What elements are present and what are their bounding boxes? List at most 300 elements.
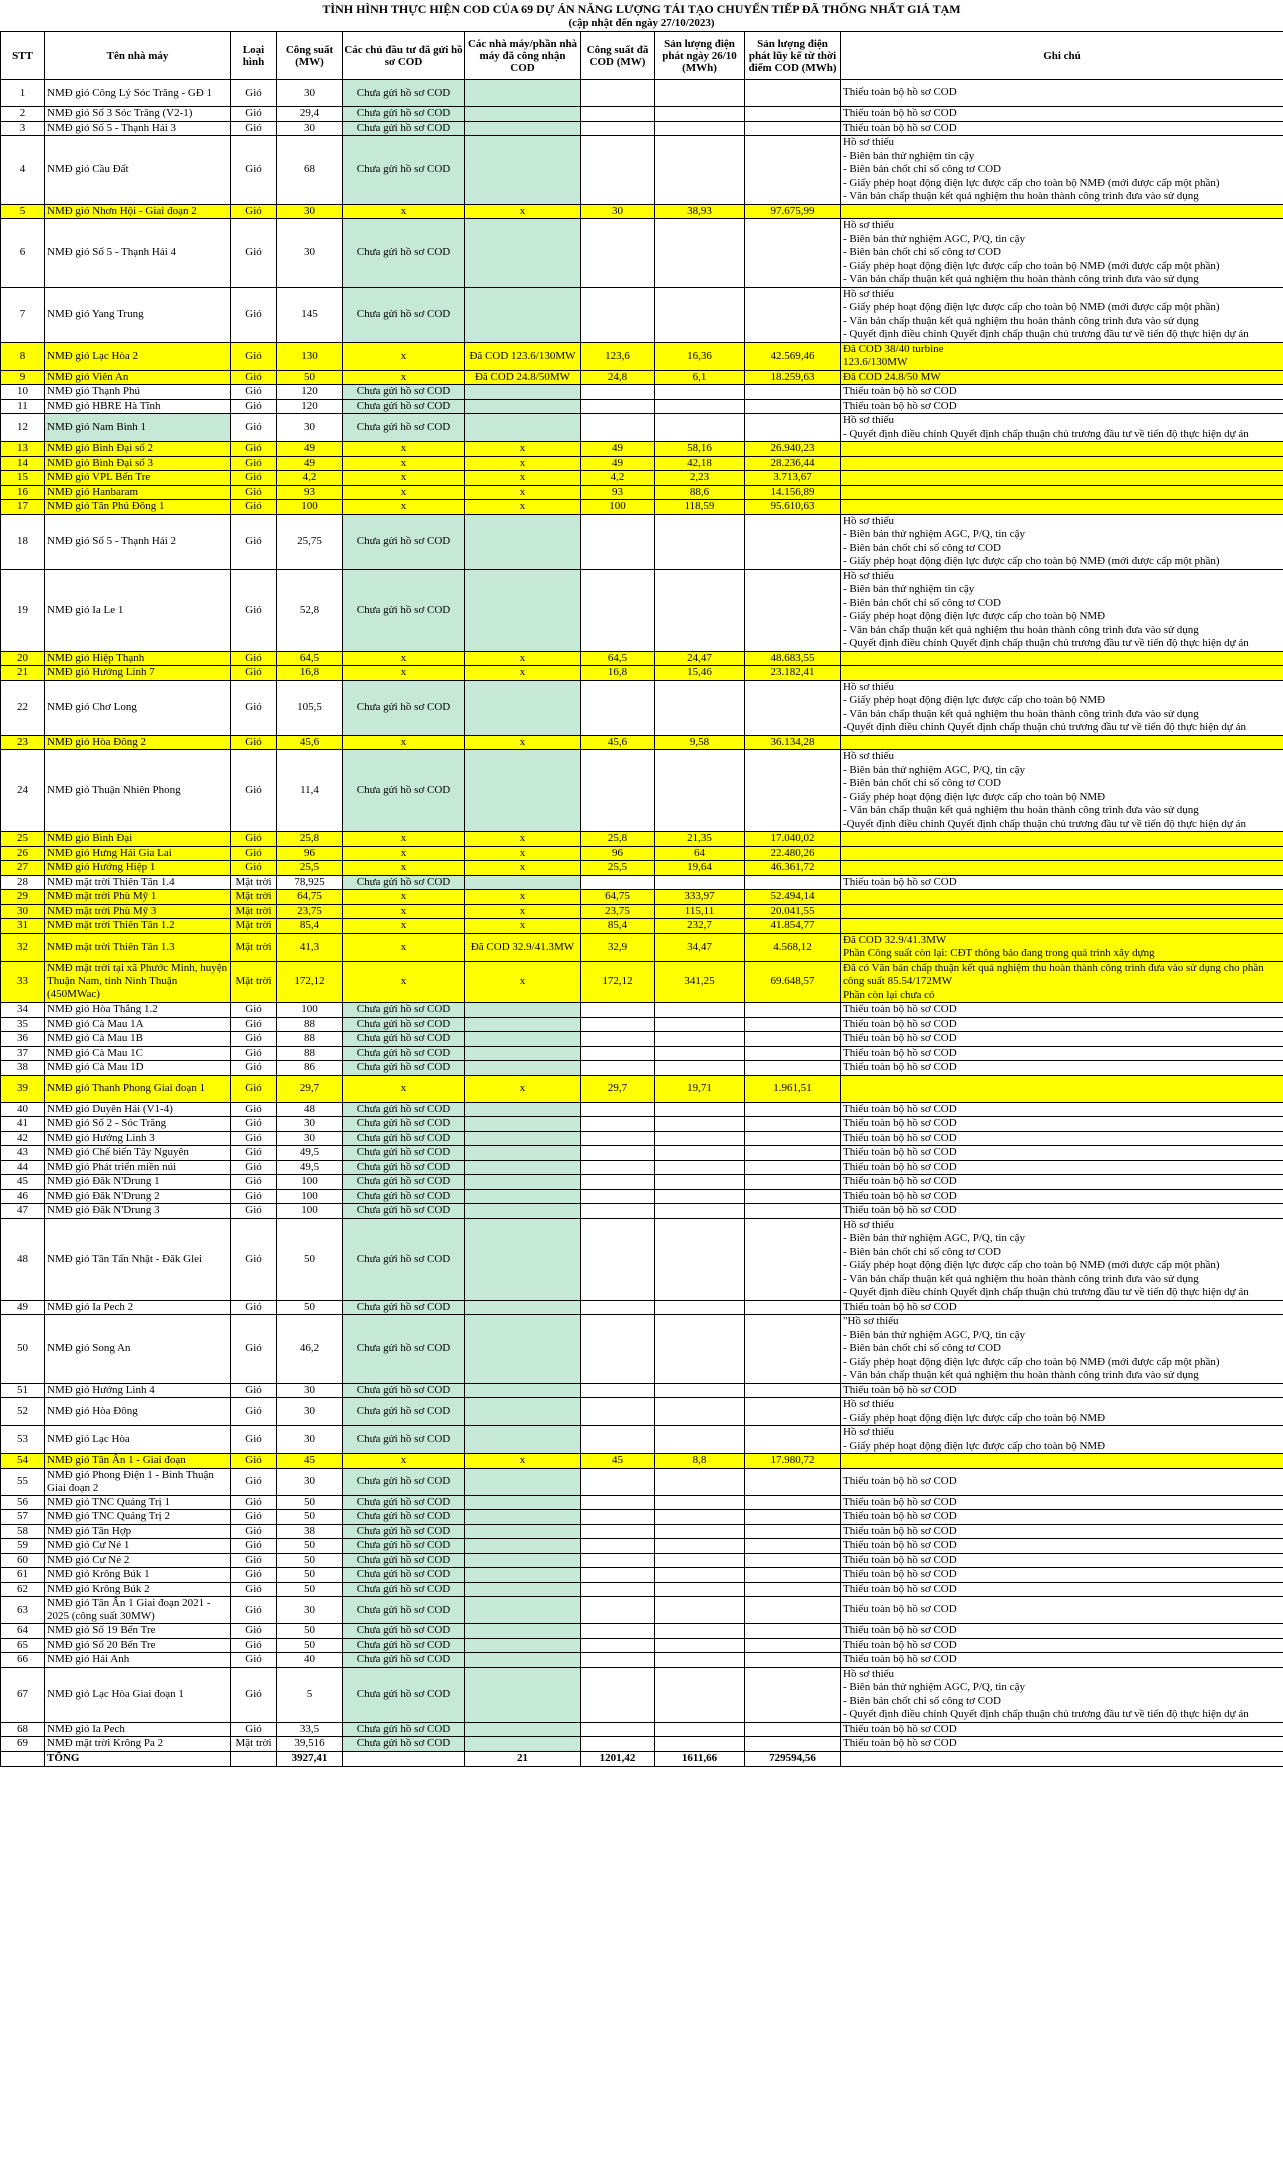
cell-note [841, 1075, 1283, 1102]
cell-accepted: Đã COD 24.8/50MW [465, 370, 581, 385]
cell-type: Mặt trời [231, 1737, 277, 1752]
table-row [1, 1582, 1283, 1597]
table-row [1, 750, 1283, 832]
cell-cod-capacity [581, 1160, 655, 1175]
table-row [1, 1468, 1283, 1495]
cell-stt: 15 [1, 471, 45, 486]
cell-capacity: 30 [277, 1398, 343, 1426]
cell-type: Gió [231, 1032, 277, 1047]
cell-name: NMĐ gió Chơ Long [45, 680, 231, 735]
cell-type: Gió [231, 456, 277, 471]
total-note [841, 1751, 1283, 1766]
cell-output-day [655, 1117, 745, 1132]
cell-note: Thiếu toàn bộ hồ sơ COD [841, 1189, 1283, 1204]
table-row [1, 80, 1283, 107]
cell-note: Thiếu toàn bộ hồ sơ COD [841, 1032, 1283, 1047]
cod-status-table [0, 31, 1283, 1767]
cell-name: NMĐ gió Song An [45, 1315, 231, 1384]
cell-investor: Chưa gửi hồ sơ COD [343, 1582, 465, 1597]
cell-name: NMĐ gió Lạc Hòa [45, 1426, 231, 1454]
cell-note: Thiếu toàn bộ hồ sơ COD [841, 1300, 1283, 1315]
cell-investor: Chưa gửi hồ sơ COD [343, 1003, 465, 1018]
cell-capacity: 5 [277, 1667, 343, 1722]
cell-output-total: 36.134,28 [745, 735, 841, 750]
cell-stt: 21 [1, 666, 45, 681]
table-row [1, 1061, 1283, 1076]
cell-investor: Chưa gửi hồ sơ COD [343, 1117, 465, 1132]
cell-output-total: 4.568,12 [745, 933, 841, 961]
col-header-stt: STT [1, 32, 45, 80]
cell-note [841, 904, 1283, 919]
cell-cod-capacity [581, 1667, 655, 1722]
cell-capacity: 4,2 [277, 471, 343, 486]
cell-name: NMĐ gió TNC Quảng Trị 2 [45, 1510, 231, 1525]
cell-output-total [745, 1553, 841, 1568]
cell-note [841, 442, 1283, 457]
cell-cod-capacity [581, 514, 655, 569]
cell-output-total [745, 1495, 841, 1510]
cell-stt: 61 [1, 1568, 45, 1583]
total-type [231, 1751, 277, 1766]
cell-investor: Chưa gửi hồ sơ COD [343, 875, 465, 890]
cell-cod-capacity [581, 1653, 655, 1668]
cell-stt: 45 [1, 1175, 45, 1190]
cell-name: NMĐ gió Hướng Linh 7 [45, 666, 231, 681]
cell-output-total [745, 875, 841, 890]
cell-investor: Chưa gửi hồ sơ COD [343, 1046, 465, 1061]
table-row [1, 846, 1283, 861]
cell-investor: Chưa gửi hồ sơ COD [343, 1495, 465, 1510]
cell-investor: Chưa gửi hồ sơ COD [343, 1204, 465, 1219]
cell-output-total [745, 1539, 841, 1554]
cell-capacity: 25,75 [277, 514, 343, 569]
table-row [1, 680, 1283, 735]
cell-accepted [465, 1383, 581, 1398]
cell-name: NMĐ mặt trời Thiên Tân 1.3 [45, 933, 231, 961]
cell-cod-capacity [581, 1597, 655, 1624]
cell-stt: 37 [1, 1046, 45, 1061]
cell-accepted [465, 1032, 581, 1047]
cell-output-day [655, 1017, 745, 1032]
cell-note: Thiếu toàn bộ hồ sơ COD [841, 1061, 1283, 1076]
table-row [1, 471, 1283, 486]
table-row [1, 1667, 1283, 1722]
cell-stt: 35 [1, 1017, 45, 1032]
cell-name: NMĐ gió Đăk N'Drung 1 [45, 1175, 231, 1190]
cell-stt: 40 [1, 1102, 45, 1117]
cell-cod-capacity [581, 1117, 655, 1132]
cell-type: Gió [231, 399, 277, 414]
cell-cod-capacity [581, 1510, 655, 1525]
cell-output-total: 26.940,23 [745, 442, 841, 457]
cell-accepted: x [465, 1454, 581, 1469]
cell-accepted: x [465, 456, 581, 471]
cell-name: NMĐ gió Số 5 - Thạnh Hải 4 [45, 219, 231, 288]
cell-output-total: 95.610,63 [745, 500, 841, 515]
cell-cod-capacity: 25,5 [581, 861, 655, 876]
cell-output-day [655, 1046, 745, 1061]
cell-stt: 60 [1, 1553, 45, 1568]
cell-investor: x [343, 471, 465, 486]
table-row [1, 456, 1283, 471]
cell-stt: 16 [1, 485, 45, 500]
cell-stt: 10 [1, 385, 45, 400]
cell-cod-capacity: 49 [581, 456, 655, 471]
cell-stt: 4 [1, 136, 45, 205]
cell-accepted: x [465, 961, 581, 1003]
cell-stt: 20 [1, 651, 45, 666]
cell-cod-capacity [581, 1383, 655, 1398]
cell-accepted: x [465, 919, 581, 934]
cell-cod-capacity [581, 1426, 655, 1454]
cell-name: NMĐ gió Duyên Hải (V1-4) [45, 1102, 231, 1117]
cell-accepted: x [465, 485, 581, 500]
cell-stt: 58 [1, 1524, 45, 1539]
cell-capacity: 50 [277, 1539, 343, 1554]
cell-accepted: x [465, 651, 581, 666]
table-row [1, 107, 1283, 122]
total-cod-capacity: 1201,42 [581, 1751, 655, 1766]
cell-investor: Chưa gửi hồ sơ COD [343, 1737, 465, 1752]
cell-investor: Chưa gửi hồ sơ COD [343, 107, 465, 122]
cell-output-day [655, 1737, 745, 1752]
table-row [1, 1737, 1283, 1752]
cell-stt: 31 [1, 919, 45, 934]
table-row [1, 136, 1283, 205]
cell-name: NMĐ gió Đăk N'Drung 3 [45, 1204, 231, 1219]
total-output-total: 729594,56 [745, 1751, 841, 1766]
cell-note: Hồ sơ thiếu - Giấy phép hoạt động điện lực được cấp cho toàn bộ NMĐ [841, 1398, 1283, 1426]
cell-accepted [465, 1667, 581, 1722]
cell-type: Gió [231, 1624, 277, 1639]
cell-name: NMĐ gió Ia Le 1 [45, 569, 231, 651]
cell-cod-capacity: 96 [581, 846, 655, 861]
cell-investor: Chưa gửi hồ sơ COD [343, 1218, 465, 1300]
cell-output-total [745, 1426, 841, 1454]
cell-investor: Chưa gửi hồ sơ COD [343, 1539, 465, 1554]
cell-accepted [465, 136, 581, 205]
cell-output-total: 17.040,02 [745, 832, 841, 847]
cell-capacity: 45,6 [277, 735, 343, 750]
cell-stt: 69 [1, 1737, 45, 1752]
cell-output-total: 18.259,63 [745, 370, 841, 385]
cell-accepted [465, 1553, 581, 1568]
cell-type: Gió [231, 1300, 277, 1315]
table-row [1, 735, 1283, 750]
cell-name: NMĐ mặt trời Krông Pa 2 [45, 1737, 231, 1752]
cell-cod-capacity [581, 1539, 655, 1554]
cell-type: Gió [231, 569, 277, 651]
cell-name: NMĐ gió Ia Pech [45, 1722, 231, 1737]
cell-type: Gió [231, 500, 277, 515]
cell-accepted: x [465, 500, 581, 515]
cell-cod-capacity: 64,75 [581, 890, 655, 905]
table-row [1, 1597, 1283, 1624]
cell-stt: 52 [1, 1398, 45, 1426]
cell-note [841, 471, 1283, 486]
cell-output-day: 341,25 [655, 961, 745, 1003]
cell-investor: Chưa gửi hồ sơ COD [343, 1160, 465, 1175]
cell-investor: x [343, 442, 465, 457]
cell-capacity: 68 [277, 136, 343, 205]
table-row [1, 485, 1283, 500]
cell-note: Thiếu toàn bộ hồ sơ COD [841, 1510, 1283, 1525]
cell-stt: 9 [1, 370, 45, 385]
cell-stt: 66 [1, 1653, 45, 1668]
table-row [1, 1568, 1283, 1583]
cell-type: Gió [231, 832, 277, 847]
cell-stt: 64 [1, 1624, 45, 1639]
cell-note [841, 846, 1283, 861]
cell-type: Gió [231, 471, 277, 486]
cell-accepted: x [465, 846, 581, 861]
cell-type: Gió [231, 1046, 277, 1061]
cell-accepted [465, 1468, 581, 1495]
cell-type: Gió [231, 1667, 277, 1722]
cell-type: Gió [231, 1204, 277, 1219]
cell-name: NMĐ gió Số 5 - Thạnh Hải 2 [45, 514, 231, 569]
cell-name: NMĐ gió HBRE Hà Tĩnh [45, 399, 231, 414]
cell-capacity: 100 [277, 1204, 343, 1219]
cell-cod-capacity [581, 1204, 655, 1219]
cell-accepted: Đã COD 123.6/130MW [465, 342, 581, 370]
cell-note: Thiếu toàn bộ hồ sơ COD [841, 1003, 1283, 1018]
cell-stt: 18 [1, 514, 45, 569]
cell-name: NMĐ gió Lạc Hòa Giai đoạn 1 [45, 1667, 231, 1722]
cell-name: NMĐ gió Tân Hợp [45, 1524, 231, 1539]
cell-capacity: 30 [277, 219, 343, 288]
cell-output-total: 41.854,77 [745, 919, 841, 934]
cell-output-day: 16,36 [655, 342, 745, 370]
cell-note: Thiếu toàn bộ hồ sơ COD [841, 1046, 1283, 1061]
cell-type: Mặt trời [231, 890, 277, 905]
cell-capacity: 50 [277, 1495, 343, 1510]
cell-cod-capacity: 30 [581, 204, 655, 219]
cell-name: NMĐ gió Krông Búk 1 [45, 1568, 231, 1583]
cell-output-day: 9,58 [655, 735, 745, 750]
cell-output-day [655, 1061, 745, 1076]
cell-type: Gió [231, 846, 277, 861]
cell-name: NMĐ gió Hanbaram [45, 485, 231, 500]
cell-stt: 33 [1, 961, 45, 1003]
cell-output-day [655, 414, 745, 442]
cell-accepted [465, 1597, 581, 1624]
cell-capacity: 100 [277, 500, 343, 515]
cell-capacity: 105,5 [277, 680, 343, 735]
cell-accepted [465, 219, 581, 288]
cell-capacity: 88 [277, 1017, 343, 1032]
cell-investor: Chưa gửi hồ sơ COD [343, 399, 465, 414]
cell-accepted: x [465, 861, 581, 876]
cell-investor: Chưa gửi hồ sơ COD [343, 1017, 465, 1032]
cell-cod-capacity [581, 1146, 655, 1161]
cell-output-day [655, 1398, 745, 1426]
table-row [1, 370, 1283, 385]
cell-name: NMĐ gió Hướng Linh 4 [45, 1383, 231, 1398]
cell-investor: Chưa gửi hồ sơ COD [343, 80, 465, 107]
cell-note: Hồ sơ thiếu - Quyết định điều chỉnh Quyết định chấp thuận chủ trương đầu tư về tiến độ thực hiện dự án [841, 414, 1283, 442]
table-row [1, 1638, 1283, 1653]
cell-type: Gió [231, 1218, 277, 1300]
cell-note: Đã có Văn bản chấp thuận kết quả nghiệm thu hoàn thành công trình đưa vào sử dụng cho phần công suất 85.54/172MW Phần còn lại chưa có [841, 961, 1283, 1003]
cell-investor: Chưa gửi hồ sơ COD [343, 680, 465, 735]
cell-output-day [655, 121, 745, 136]
cell-investor: Chưa gửi hồ sơ COD [343, 1061, 465, 1076]
cell-capacity: 50 [277, 1300, 343, 1315]
cell-output-total [745, 680, 841, 735]
cell-output-total [745, 1300, 841, 1315]
cell-type: Gió [231, 485, 277, 500]
cell-stt: 19 [1, 569, 45, 651]
cell-type: Gió [231, 385, 277, 400]
cell-output-total [745, 1524, 841, 1539]
cell-name: NMĐ gió Tân Ân 1 Giai đoạn 2021 - 2025 (công suất 30MW) [45, 1597, 231, 1624]
cell-output-day: 19,71 [655, 1075, 745, 1102]
cell-note: Thiếu toàn bộ hồ sơ COD [841, 1383, 1283, 1398]
cell-note: Hồ sơ thiếu - Biên bản thử nghiệm AGC, P/Q, tin cậy - Biên bản chốt chỉ số công tơ COD - Quyết định điều chỉnh Quyết định chấp thuận chủ trương đầu tư về tiến độ thực hiện dự án [841, 1667, 1283, 1722]
cell-type: Gió [231, 107, 277, 122]
cell-type: Gió [231, 666, 277, 681]
cell-name: NMĐ gió Tân Tấn Nhật - Đăk Glei [45, 1218, 231, 1300]
cell-type: Gió [231, 1568, 277, 1583]
cell-stt: 3 [1, 121, 45, 136]
cell-stt: 43 [1, 1146, 45, 1161]
cell-stt: 48 [1, 1218, 45, 1300]
col-header-accepted: Các nhà máy/phần nhà máy đã công nhận COD [465, 32, 581, 80]
cell-note [841, 485, 1283, 500]
cell-note: Thiếu toàn bộ hồ sơ COD [841, 80, 1283, 107]
cell-accepted: x [465, 890, 581, 905]
cell-note: Thiếu toàn bộ hồ sơ COD [841, 1539, 1283, 1554]
cell-note: Thiếu toàn bộ hồ sơ COD [841, 1722, 1283, 1737]
cell-capacity: 30 [277, 204, 343, 219]
cell-investor: Chưa gửi hồ sơ COD [343, 1597, 465, 1624]
cell-capacity: 50 [277, 1638, 343, 1653]
cell-type: Gió [231, 1597, 277, 1624]
cell-stt: 50 [1, 1315, 45, 1384]
cell-output-day [655, 1553, 745, 1568]
cell-note: Thiếu toàn bộ hồ sơ COD [841, 1204, 1283, 1219]
cell-capacity: 39,516 [277, 1737, 343, 1752]
cell-output-total [745, 1737, 841, 1752]
cell-capacity: 48 [277, 1102, 343, 1117]
cell-type: Mặt trời [231, 919, 277, 934]
cell-investor: Chưa gửi hồ sơ COD [343, 1146, 465, 1161]
cell-accepted [465, 1510, 581, 1525]
cell-output-total [745, 750, 841, 832]
cell-output-total [745, 121, 841, 136]
cell-stt: 23 [1, 735, 45, 750]
cell-capacity: 49,5 [277, 1160, 343, 1175]
cell-stt: 14 [1, 456, 45, 471]
cell-accepted [465, 1300, 581, 1315]
cell-investor: Chưa gửi hồ sơ COD [343, 1667, 465, 1722]
cell-output-day [655, 1524, 745, 1539]
cell-output-total: 23.182,41 [745, 666, 841, 681]
cell-name: NMĐ gió Số 3 Sóc Trăng (V2-1) [45, 107, 231, 122]
cell-note: Thiếu toàn bộ hồ sơ COD [841, 1017, 1283, 1032]
cell-cod-capacity [581, 680, 655, 735]
cell-output-day: 333,97 [655, 890, 745, 905]
cell-name: NMĐ gió Cà Mau 1B [45, 1032, 231, 1047]
cell-output-total [745, 80, 841, 107]
cell-note: Thiếu toàn bộ hồ sơ COD [841, 1468, 1283, 1495]
cell-note: Đã COD 24.8/50 MW [841, 370, 1283, 385]
cell-accepted [465, 1524, 581, 1539]
cell-note: Thiếu toàn bộ hồ sơ COD [841, 1146, 1283, 1161]
cell-output-day [655, 1175, 745, 1190]
cell-output-day [655, 1624, 745, 1639]
cell-type: Gió [231, 1426, 277, 1454]
cell-accepted: x [465, 471, 581, 486]
table-row [1, 399, 1283, 414]
cell-output-total [745, 1189, 841, 1204]
cell-type: Gió [231, 1653, 277, 1668]
cell-output-day [655, 1160, 745, 1175]
col-header-output-total: Sản lượng điện phát lũy kế từ thời điểm COD (MWh) [745, 32, 841, 80]
cell-output-total [745, 1175, 841, 1190]
cell-stt: 27 [1, 861, 45, 876]
cell-stt: 41 [1, 1117, 45, 1132]
cell-note: Thiếu toàn bộ hồ sơ COD [841, 1495, 1283, 1510]
cell-capacity: 30 [277, 80, 343, 107]
cell-name: NMĐ gió Phong Điện 1 - Bình Thuận Giai đoạn 2 [45, 1468, 231, 1495]
cell-investor: x [343, 651, 465, 666]
cell-output-day: 19,64 [655, 861, 745, 876]
cell-stt: 65 [1, 1638, 45, 1653]
cell-output-day [655, 750, 745, 832]
table-row [1, 1553, 1283, 1568]
cell-note: Thiếu toàn bộ hồ sơ COD [841, 1638, 1283, 1653]
table-row [1, 414, 1283, 442]
cell-accepted [465, 1582, 581, 1597]
cell-capacity: 30 [277, 414, 343, 442]
cell-capacity: 172,12 [277, 961, 343, 1003]
table-row [1, 832, 1283, 847]
cell-output-day [655, 1582, 745, 1597]
cell-cod-capacity [581, 107, 655, 122]
cell-type: Gió [231, 1510, 277, 1525]
cell-output-total [745, 1131, 841, 1146]
cell-accepted [465, 121, 581, 136]
cell-note: Hồ sơ thiếu - Giấy phép hoạt động điện lực được cấp cho toàn bộ NMĐ [841, 1426, 1283, 1454]
cell-accepted [465, 1638, 581, 1653]
cell-capacity: 50 [277, 1568, 343, 1583]
cell-stt: 59 [1, 1539, 45, 1554]
cell-output-day: 34,47 [655, 933, 745, 961]
col-header-cod-capacity: Công suất đã COD (MW) [581, 32, 655, 80]
cell-type: Gió [231, 1315, 277, 1384]
cell-cod-capacity [581, 1046, 655, 1061]
cell-type: Gió [231, 1189, 277, 1204]
cell-cod-capacity [581, 1315, 655, 1384]
total-row [1, 1751, 1283, 1766]
cell-accepted [465, 107, 581, 122]
cell-capacity: 46,2 [277, 1315, 343, 1384]
cell-name: NMĐ gió Nam Bình 1 [45, 414, 231, 442]
cell-type: Mặt trời [231, 875, 277, 890]
table-row [1, 1160, 1283, 1175]
cell-output-total [745, 1204, 841, 1219]
cell-output-day [655, 1653, 745, 1668]
cell-output-day: 42,18 [655, 456, 745, 471]
cell-accepted [465, 80, 581, 107]
table-row [1, 890, 1283, 905]
cell-output-total [745, 414, 841, 442]
table-row [1, 219, 1283, 288]
col-header-capacity: Công suất (MW) [277, 32, 343, 80]
cell-capacity: 30 [277, 1383, 343, 1398]
